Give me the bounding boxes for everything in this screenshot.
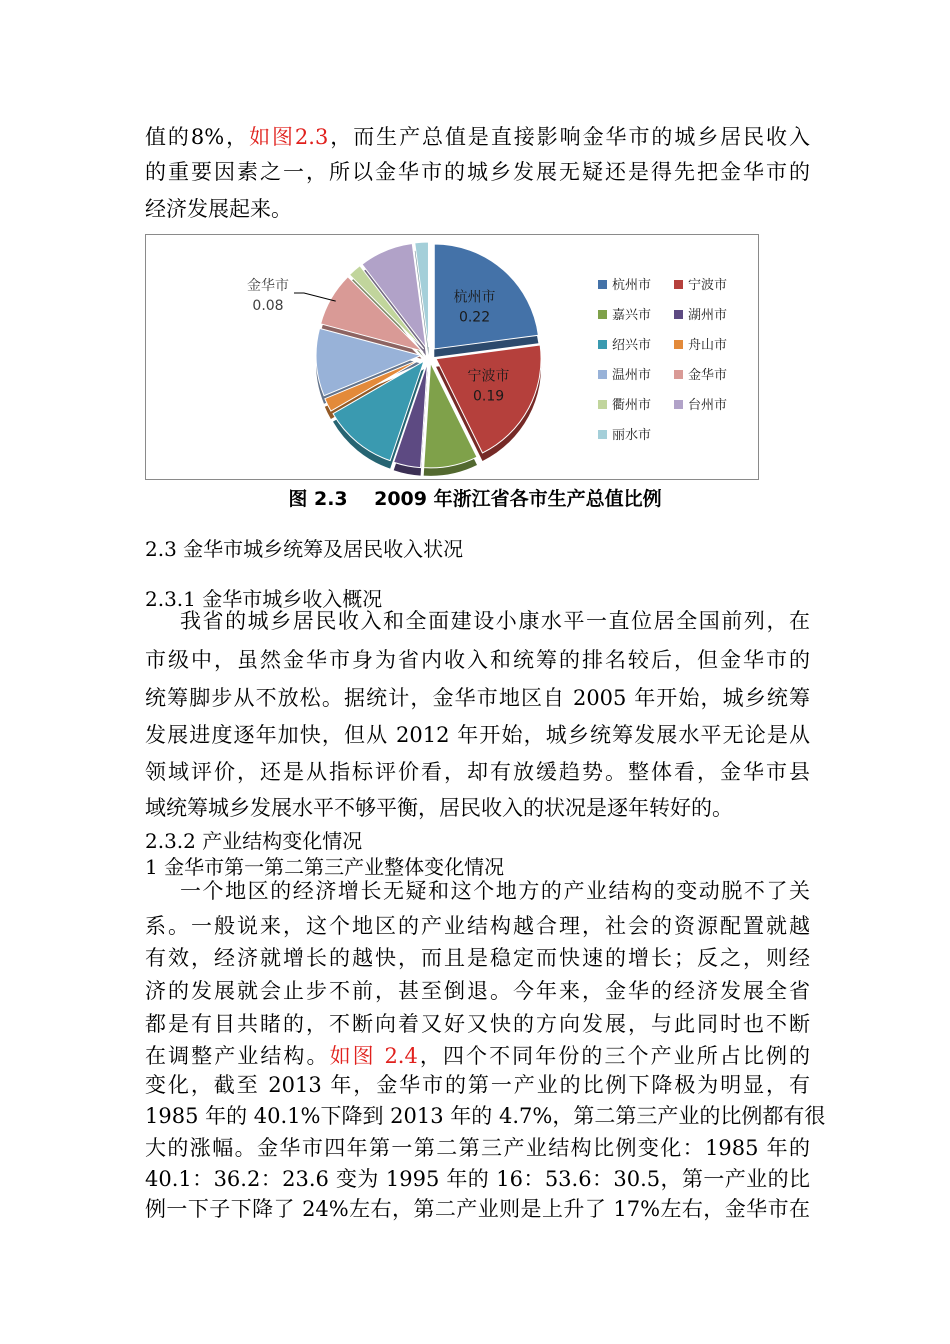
pie-chart — [146, 235, 760, 481]
data-label-name: 杭州市 — [453, 289, 496, 306]
legend-label: 绍兴市 — [612, 338, 652, 353]
legend-swatch — [598, 430, 607, 439]
text-line: 济的发展就会止步不前，甚至倒退。今年来，金华的经济发展全省 — [145, 979, 810, 1003]
legend-label: 舟山市 — [688, 338, 728, 353]
text-line: 系。一般说来，这个地区的产业结构越合理，社会的资源配置就越 — [145, 914, 810, 938]
text-line: 一个地区的经济增长无疑和这个地方的产业结构的变动脱不了关 — [180, 879, 810, 903]
legend-swatch — [674, 310, 683, 319]
text-line: 域统筹城乡发展水平不够平衡，居民收入的状况是逐年转好的。 — [145, 796, 733, 820]
text-span: 在调整产业结构。 — [145, 1044, 330, 1068]
text-line: 大的涨幅。金华市四年第一第二第三产业结构比例变化：1985 年的 — [145, 1136, 810, 1160]
legend-swatch — [598, 310, 607, 319]
text-span: 值的8%， — [145, 125, 250, 149]
text-line: 统筹脚步从不放松。据统计，金华市地区自 2005 年开始，城乡统筹 — [145, 686, 810, 710]
text-line: 我省的城乡居民收入和全面建设小康水平一直位居全国前列，在 — [180, 609, 810, 633]
legend-swatch — [674, 370, 683, 379]
data-label-name: 金华市 — [247, 278, 289, 294]
text-line: 有效，经济就增长的越快，而且是稳定而快速的增长；反之，则经 — [145, 946, 810, 970]
legend-label: 台州市 — [688, 398, 728, 413]
subsection-heading: 2.3.2 产业结构变化情况 — [145, 829, 363, 853]
legend-swatch — [674, 340, 683, 349]
text-line: 的重要因素之一，所以金华市的城乡发展无疑还是得先把金华市的 — [145, 160, 810, 184]
data-label-value: 0.08 — [252, 298, 284, 314]
text-span: ，四个不同年份的三个产业所占比例的 — [417, 1044, 811, 1068]
legend-swatch — [674, 280, 683, 289]
section-heading: 2.3 金华市城乡统筹及居民收入状况 — [145, 537, 464, 561]
text-line — [145, 1041, 810, 1071]
figure-caption: 图 2.3 2009 年浙江省各市生产总值比例 — [288, 488, 662, 510]
data-label-value: 0.22 — [458, 309, 491, 326]
text-line: 40.1：36.2：23.6 变为 1995 年的 16：53.6：30.5，第一产业的比 — [145, 1167, 810, 1191]
text-line: 都是有目共睹的，不断向着又好又快的方向发展，与此同时也不断 — [145, 1012, 810, 1036]
text-line — [145, 122, 810, 152]
data-label-name: 宁波市 — [467, 368, 510, 385]
legend-label: 杭州市 — [612, 278, 652, 293]
text-line: 发展进度逐年加快，但从 2012 年开始，城乡统筹发展水平无论是从 — [145, 723, 810, 747]
legend-label: 宁波市 — [688, 278, 728, 293]
pie-chart-figure — [145, 234, 759, 480]
legend-label: 湖州市 — [688, 308, 728, 323]
text-line: 1985 年的 40.1%下降到 2013 年的 4.7%，第二第三产业的比例都有很 — [145, 1104, 826, 1128]
legend-label: 衢州市 — [612, 398, 652, 413]
legend-label: 嘉兴市 — [612, 308, 652, 323]
figure-reference-link[interactable]: 如图 2.4 — [329, 1044, 418, 1068]
subsection-heading: 2.3.1 金华市城乡收入概况 — [145, 587, 383, 611]
legend-label: 金华市 — [688, 368, 728, 383]
text-line: 领域评价，还是从指标评价看，却有放缓趋势。整体看，金华市县 — [145, 760, 810, 784]
subsection-heading: 1 金华市第一第二第三产业整体变化情况 — [145, 855, 505, 879]
legend-swatch — [674, 400, 683, 409]
figure-reference-link[interactable]: 如图2.3 — [249, 125, 329, 149]
legend-swatch — [598, 370, 607, 379]
legend-swatch — [598, 340, 607, 349]
text-line: 经济发展起来。 — [145, 197, 292, 221]
text-span: ，而生产总值是直接影响金华市的城乡居民收入 — [328, 125, 810, 149]
text-line: 市级中，虽然金华市身为省内收入和统筹的排名较后，但金华市的 — [145, 648, 810, 672]
text-line: 变化，截至 2013 年，金华市的第一产业的比例下降极为明显，有 — [145, 1073, 810, 1097]
legend-label: 丽水市 — [612, 428, 652, 443]
text-line: 例一下子下降了 24%左右，第二产业则是上升了 17%左右，金华市在 — [145, 1197, 810, 1221]
data-label-value: 0.19 — [472, 388, 505, 405]
legend-swatch — [598, 400, 607, 409]
leader-line — [294, 293, 336, 301]
legend-label: 温州市 — [612, 368, 652, 383]
legend-swatch — [598, 280, 607, 289]
